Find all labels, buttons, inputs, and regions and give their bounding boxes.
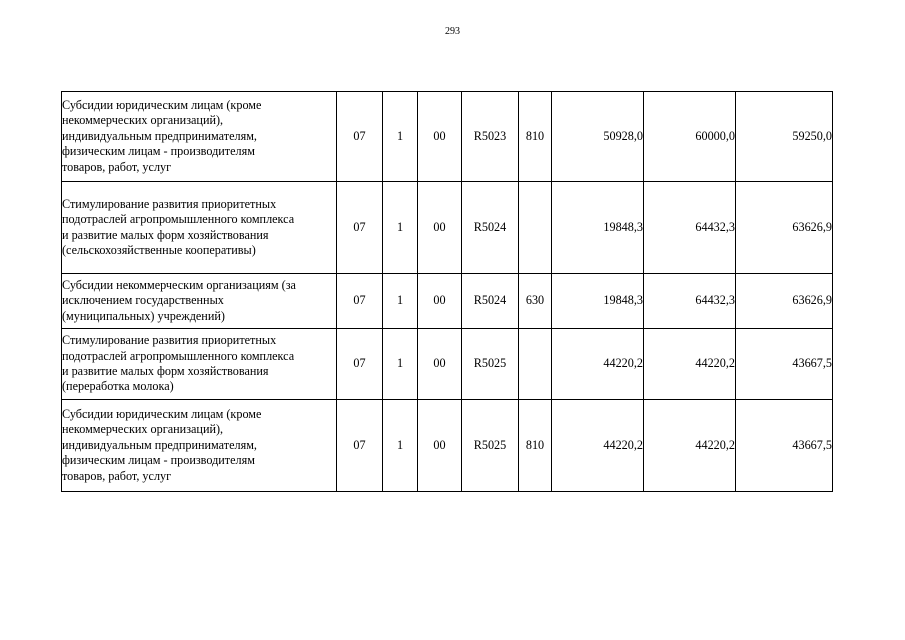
expense-type-code	[519, 182, 552, 274]
table-row	[62, 182, 833, 274]
amount-3: 43667,5	[736, 329, 833, 400]
row-description: Субсидии юридическим лицам (кроме некоммерческих организаций), индивидуальным предпринимателям, физическим лицам - производителям товаров, работ, услуг	[62, 400, 337, 492]
target-code: R5023	[462, 92, 519, 182]
program-code: 00	[418, 274, 462, 329]
table-row	[62, 329, 833, 400]
row-description: Субсидии некоммерческим организациям (за исключением государственных (муниципальных) учреждений)	[62, 274, 337, 329]
budget-table	[61, 91, 833, 492]
program-code: 00	[418, 329, 462, 400]
expense-type-code: 810	[519, 400, 552, 492]
row-description: Субсидии юридическим лицам (кроме некоммерческих организаций), индивидуальным предпринимателям, физическим лицам - производителям товаров, работ, услуг	[62, 92, 337, 182]
section-code: 07	[337, 274, 383, 329]
amount-1: 44220,2	[552, 329, 644, 400]
amount-1: 19848,3	[552, 274, 644, 329]
target-code: R5024	[462, 182, 519, 274]
page-number: 293	[445, 26, 460, 37]
section-code: 07	[337, 400, 383, 492]
program-code: 00	[418, 182, 462, 274]
table-row	[62, 274, 833, 329]
amount-1: 50928,0	[552, 92, 644, 182]
amount-3: 43667,5	[736, 400, 833, 492]
table-row	[62, 92, 833, 182]
amount-2: 60000,0	[644, 92, 736, 182]
expense-type-code: 810	[519, 92, 552, 182]
subsection-code: 1	[383, 400, 418, 492]
target-code: R5024	[462, 274, 519, 329]
section-code: 07	[337, 329, 383, 400]
subsection-code: 1	[383, 182, 418, 274]
program-code: 00	[418, 92, 462, 182]
row-description: Стимулирование развития приоритетных подотраслей агропромышленного комплекса и развитие малых форм хозяйствования (сельскохозяйственные кооперативы)	[62, 182, 337, 274]
amount-3: 59250,0	[736, 92, 833, 182]
amount-2: 64432,3	[644, 274, 736, 329]
amount-2: 44220,2	[644, 329, 736, 400]
amount-2: 44220,2	[644, 400, 736, 492]
section-code: 07	[337, 182, 383, 274]
amount-2: 64432,3	[644, 182, 736, 274]
target-code: R5025	[462, 329, 519, 400]
subsection-code: 1	[383, 92, 418, 182]
subsection-code: 1	[383, 274, 418, 329]
amount-1: 19848,3	[552, 182, 644, 274]
section-code: 07	[337, 92, 383, 182]
subsection-code: 1	[383, 329, 418, 400]
amount-3: 63626,9	[736, 274, 833, 329]
amount-1: 44220,2	[552, 400, 644, 492]
amount-3: 63626,9	[736, 182, 833, 274]
program-code: 00	[418, 400, 462, 492]
expense-type-code: 630	[519, 274, 552, 329]
table-row	[62, 400, 833, 492]
target-code: R5025	[462, 400, 519, 492]
row-description: Стимулирование развития приоритетных подотраслей агропромышленного комплекса и развитие малых форм хозяйствования (переработка молока)	[62, 329, 337, 400]
expense-type-code	[519, 329, 552, 400]
